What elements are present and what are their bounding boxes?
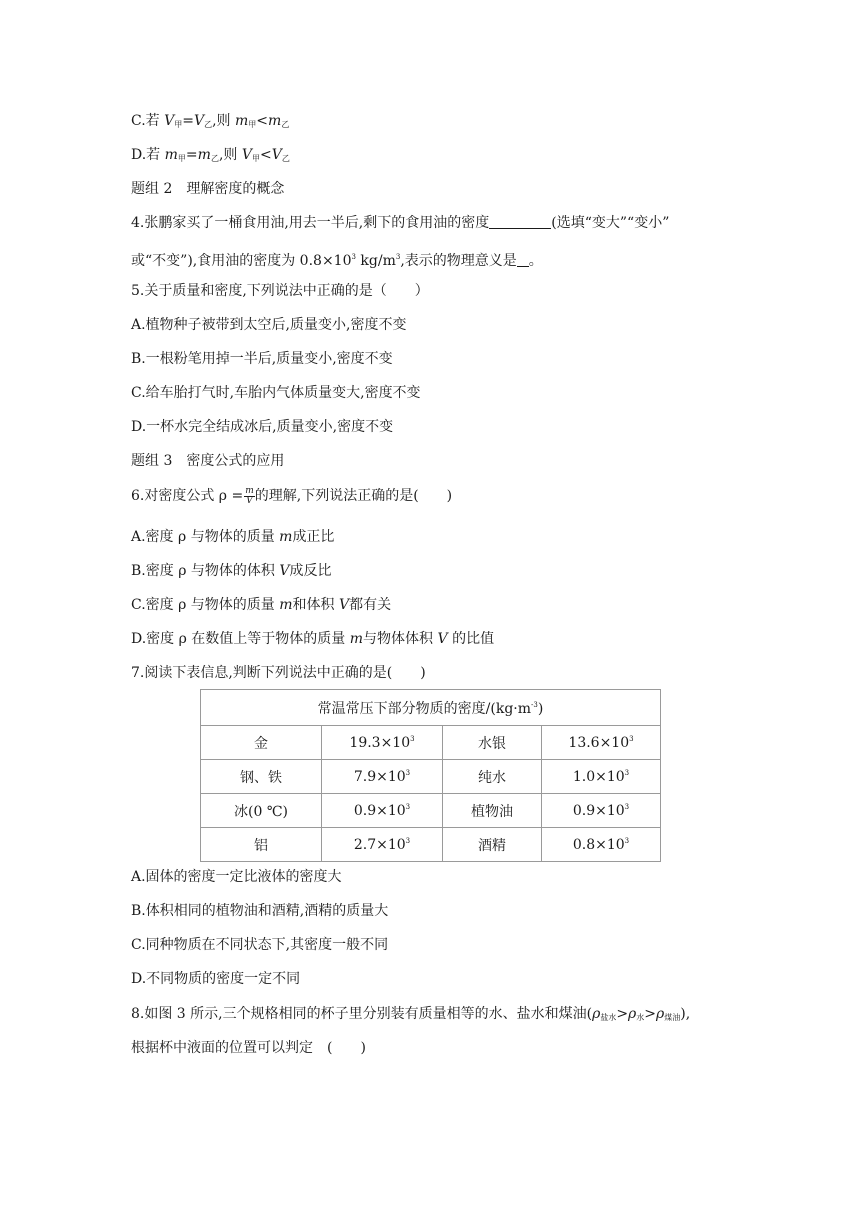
punctuation: ), — [680, 1006, 691, 1022]
fraction-denominator: V — [246, 495, 253, 506]
var-v: V — [279, 563, 290, 579]
option-text: 都有关 — [349, 597, 392, 613]
subscript: 乙 — [210, 154, 219, 163]
option-text: 成反比 — [289, 563, 332, 579]
substance-name: 钢、铁 — [201, 760, 322, 794]
punctuation: 。 — [528, 253, 543, 269]
density-value: $2.7\times 10^3$ — [322, 828, 443, 862]
var-m: m — [279, 597, 293, 613]
q6-stem — [131, 486, 452, 506]
rho-symbol: ρ — [656, 1006, 665, 1022]
option-text: 和体积 — [292, 597, 339, 613]
question-text: 的理解,下列说法正确的是( ) — [254, 488, 453, 504]
rho-symbol: ρ — [592, 1006, 601, 1022]
operator: < — [259, 147, 272, 163]
table-row — [201, 828, 661, 862]
operator: < — [256, 113, 269, 129]
exponent: 3 — [395, 253, 401, 261]
q7-option-b: B.体积相同的植物油和酒精,酒精的质量大 — [131, 903, 389, 919]
subscript: 甲 — [248, 120, 257, 129]
q5-option-b: B.一根粉笔用掉一半后,质量变小,密度不变 — [131, 351, 393, 367]
formula-fraction — [244, 487, 255, 506]
option-text: B.密度 ρ 与物体的体积 — [131, 563, 280, 579]
operator: > — [644, 1006, 657, 1022]
density-value: $0.8\times 10^3$ — [542, 828, 661, 862]
subscript: 甲 — [174, 120, 183, 129]
var-m: m — [268, 113, 282, 129]
table-title-row — [201, 690, 661, 726]
option-text: C.密度 ρ 与物体的质量 — [131, 597, 280, 613]
question-text: 8.如图 3 所示,三个规格相同的杯子里分别装有质量相等的水、盐水和煤油( — [131, 1006, 593, 1022]
operator: = — [182, 113, 194, 129]
question-text: 6.对密度公式 ρ = — [131, 488, 244, 504]
q6-option-a — [131, 527, 334, 547]
substance-name: 酒精 — [443, 828, 542, 862]
substance-name: 金 — [201, 726, 322, 760]
var-v: V — [241, 147, 252, 163]
q6-option-c — [131, 595, 391, 615]
density-value: $0.9\times 10^3$ — [322, 794, 443, 828]
q8-line2: 根据杯中液面的位置可以判定 ( ) — [131, 1040, 366, 1056]
subscript: 甲 — [251, 154, 260, 163]
subscript: 水 — [636, 1013, 645, 1022]
q3-option-c — [131, 111, 289, 135]
substance-name: 冰(0 ℃) — [201, 794, 322, 828]
option-label: D.若 — [131, 147, 161, 163]
table-row — [201, 760, 661, 794]
exponent: -3 — [531, 700, 538, 709]
unit: kg/m — [355, 253, 396, 269]
var-m: m — [349, 631, 364, 647]
question-text: 4.张鹏家买了一桶食用油,用去一半后,剩下的食用油的密度 — [131, 215, 490, 231]
section-heading-group2: 题组 2 理解密度的概念 — [131, 181, 285, 197]
q6-option-d — [131, 629, 494, 649]
var-v: V — [271, 147, 282, 163]
q7-stem: 7.阅读下表信息,判断下列说法中正确的是( ) — [131, 665, 426, 681]
q7-option-d: D.不同物质的密度一定不同 — [131, 971, 301, 987]
substance-name: 植物油 — [443, 794, 542, 828]
density-value: $19.3\times 10^3$ — [322, 726, 443, 760]
rho-symbol: ρ — [628, 1006, 637, 1022]
q8-line1 — [131, 1004, 690, 1028]
var-v: V — [437, 631, 448, 647]
var-m: m — [279, 529, 293, 545]
answer-blank[interactable] — [517, 252, 529, 267]
subscript: 煤油 — [664, 1013, 681, 1022]
q4-line1 — [131, 213, 669, 233]
subscript: 乙 — [281, 154, 290, 163]
q5-option-c: C.给车胎打气时,车胎内气体质量变大,密度不变 — [131, 385, 421, 401]
subscript: 乙 — [281, 120, 290, 129]
operator: = — [185, 147, 198, 163]
q4-line2 — [131, 247, 543, 271]
answer-blank[interactable] — [489, 214, 551, 229]
option-label: C.若 — [131, 113, 160, 129]
q5-stem: 5.关于质量和密度,下列说法中正确的是（ ） — [131, 283, 429, 299]
conjunction: ,则 — [212, 113, 231, 129]
table-row — [201, 726, 661, 760]
option-text: 的比值 — [447, 631, 495, 647]
exponent: 3 — [351, 253, 356, 261]
substance-name: 水银 — [443, 726, 542, 760]
var-v: V — [193, 113, 205, 129]
q7-option-c: C.同种物质在不同状态下,其密度一般不同 — [131, 937, 389, 953]
density-value: $7.9\times 10^3$ — [322, 760, 443, 794]
q5-option-a: A.植物种子被带到太空后,质量变小,密度不变 — [131, 317, 407, 333]
density-value: $1.0\times 10^3$ — [542, 760, 661, 794]
option-text: A.密度 ρ 与物体的质量 — [131, 529, 280, 545]
subscript: 盐水 — [600, 1013, 617, 1022]
conjunction: ,则 — [218, 147, 238, 163]
density-value: $0.9\times 10^3$ — [542, 794, 661, 828]
section-heading-group3: 题组 3 密度公式的应用 — [131, 453, 285, 469]
density-table — [200, 689, 661, 862]
operator: > — [616, 1006, 629, 1022]
question-text: ,表示的物理意义是 — [400, 253, 517, 269]
q7-option-a: A.固体的密度一定比液体的密度大 — [131, 869, 342, 885]
subscript: 乙 — [204, 120, 213, 129]
subscript: 甲 — [177, 154, 186, 163]
question-text: 或“不变”),食用油的密度为 0.8×10 — [131, 253, 352, 269]
q5-option-d: D.一杯水完全结成冰后,质量变小,密度不变 — [131, 419, 394, 435]
substance-name: 铝 — [201, 828, 322, 862]
fraction-numerator: m — [245, 485, 254, 496]
option-text: D.密度 ρ 在数值上等于物体的质量 — [131, 631, 350, 647]
var-m: m — [197, 147, 211, 163]
option-text: 成正比 — [292, 529, 335, 545]
var-v: V — [164, 113, 175, 129]
var-m: m — [235, 113, 249, 129]
table-title: 常温常压下部分物质的密度$/(kg\cdot m^{-3})$ — [201, 690, 661, 726]
question-text: (选填“变大”“变小” — [551, 215, 670, 231]
option-text: 与物体体积 — [363, 631, 438, 647]
var-m: m — [164, 147, 178, 163]
q6-option-b — [131, 561, 331, 581]
var-v: V — [338, 597, 350, 613]
density-value: $13.6\times 10^3$ — [542, 726, 661, 760]
q3-option-d — [131, 145, 290, 169]
substance-name: 纯水 — [443, 760, 542, 794]
table-row — [201, 794, 661, 828]
